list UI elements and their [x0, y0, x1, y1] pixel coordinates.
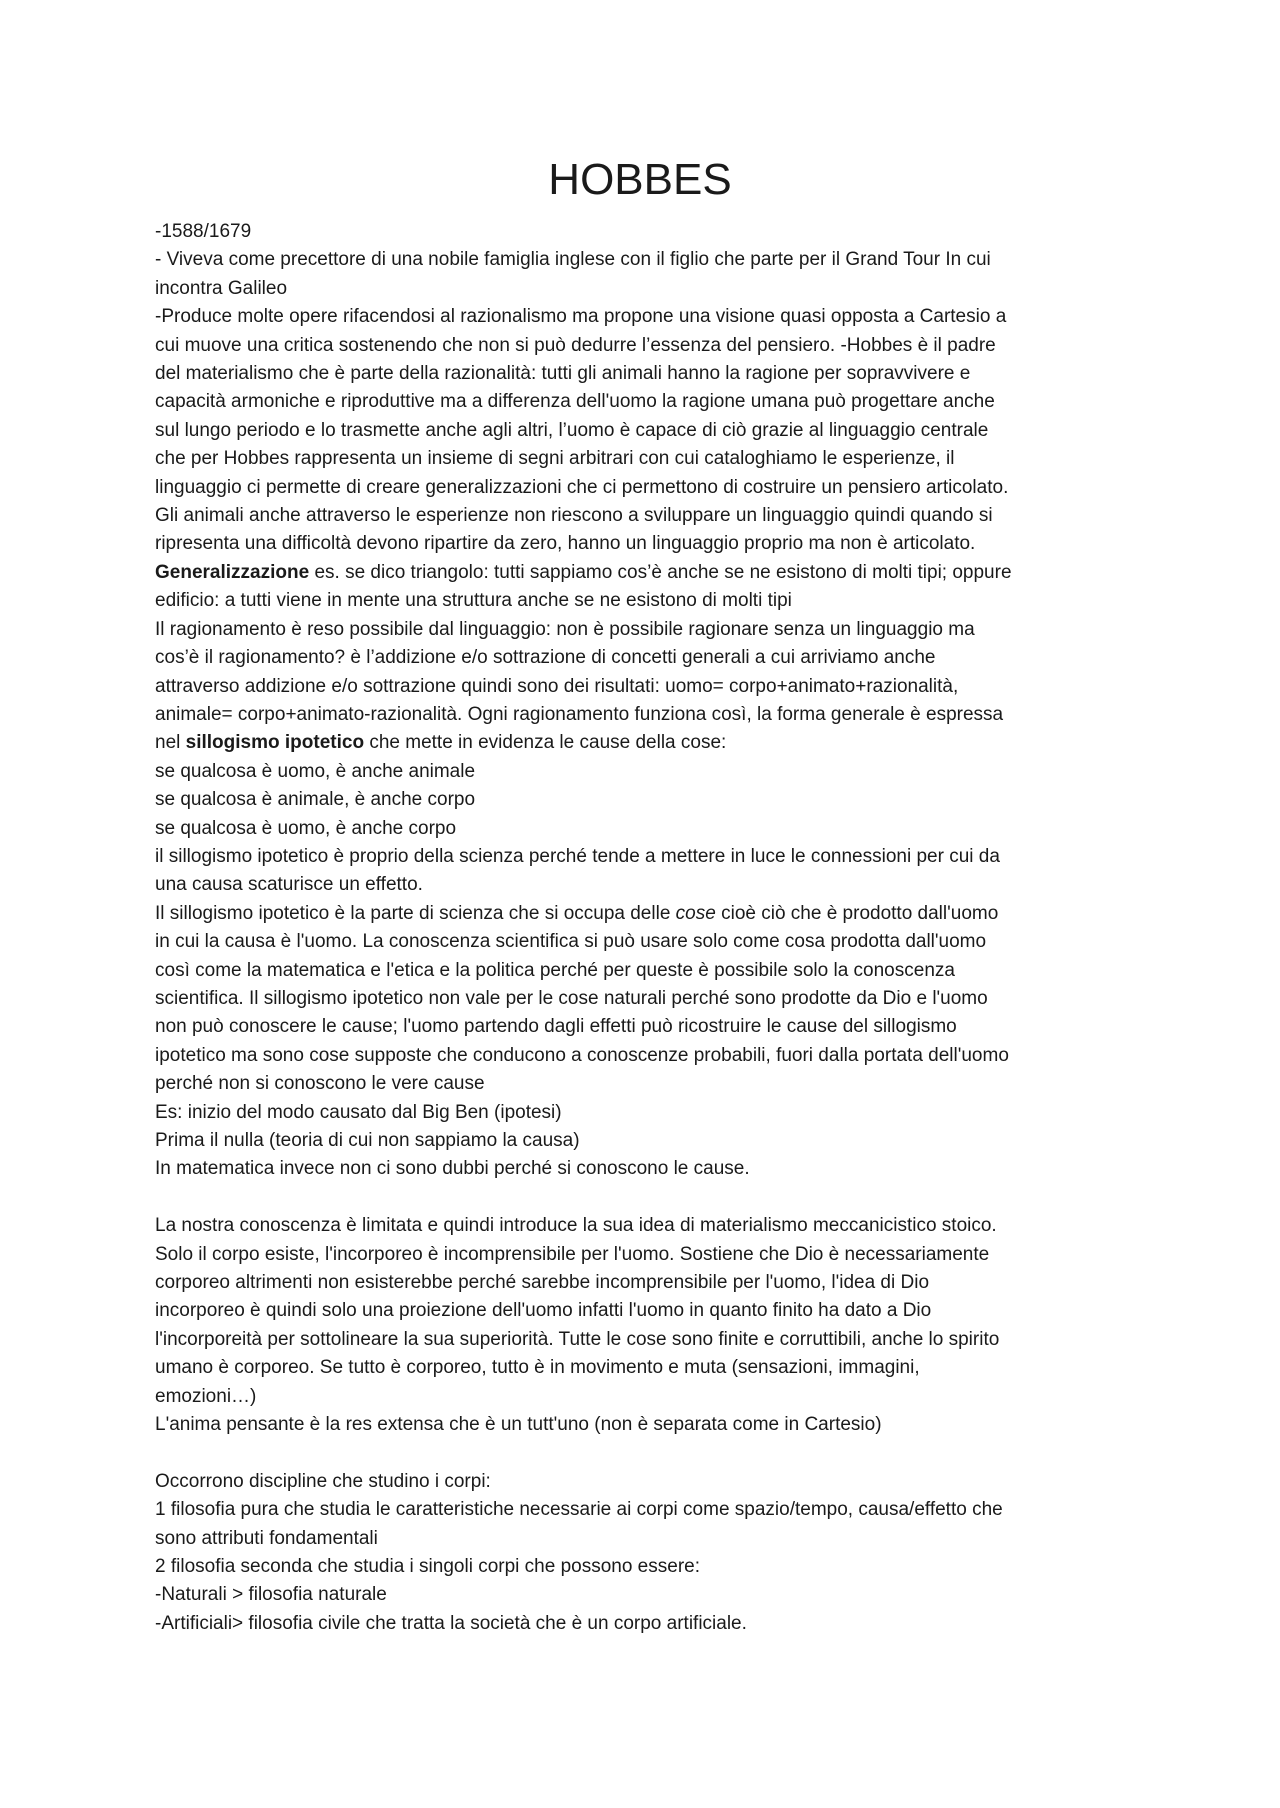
text-line: che per Hobbes rappresenta un insieme di segni arbitrari con cui cataloghiamo le esperienze, il: [155, 448, 955, 470]
text-line: del materialismo che è parte della razionalità: tutti gli animali hanno la ragione per sopravvivere e: [155, 363, 971, 385]
text-line: in cui la causa è l'uomo. La conoscenza scientifica si può usare solo come cosa prodotta dall'uomo: [155, 931, 987, 953]
italic-term-cose: cose: [675, 902, 716, 924]
text-line: [155, 729, 1135, 757]
text-line: emozioni…): [155, 1385, 257, 1407]
text-line: se qualcosa è animale, è anche corpo: [155, 789, 476, 811]
text-line: ripresenta una difficoltà devono ripartire da zero, hanno un linguaggio proprio ma non è articolato.: [155, 533, 976, 555]
text-line: animale= corpo+animato-razionalità. Ogni ragionamento funziona così, la forma generale è espressa: [155, 703, 1004, 725]
text-line: [155, 559, 1135, 587]
text-line: [155, 900, 1135, 928]
text-line: il sillogismo ipotetico è proprio della scienza perché tende a mettere in luce le connessioni per cui da: [155, 845, 1000, 867]
text-line: una causa scaturisce un effetto.: [155, 874, 423, 896]
text-line: Solo il corpo esiste, l'incorporeo è incomprensibile per l'uomo. Sostiene che Dio è necessariamente: [155, 1243, 990, 1265]
text-line: sono attributi fondamentali: [155, 1527, 378, 1549]
text-line: linguaggio ci permette di creare generalizzazioni che ci permettono di costruire un pensiero articolato.: [155, 476, 1009, 498]
text-line: 1 filosofia pura che studia le caratteristiche necessarie ai corpi come spazio/tempo, causa/effetto che: [155, 1499, 1003, 1521]
text-line: edificio: a tutti viene in mente una struttura anche se ne esistono di molti tipi: [155, 590, 792, 612]
bold-term-sillogismo: sillogismo ipotetico: [185, 732, 365, 754]
text-line: così come la matematica e l'etica e la politica perché per queste è possibile solo la conoscenza: [155, 959, 955, 981]
text-line: In matematica invece non ci sono dubbi perché si conoscono le cause.: [155, 1158, 750, 1180]
text-line: Es: inizio del modo causato dal Big Ben (ipotesi): [155, 1101, 562, 1123]
page-title: HOBBES: [548, 155, 732, 204]
text-line: sul lungo periodo e lo trasmette anche agli altri, l’uomo è capace di ciò grazie al linguaggio centrale: [155, 419, 989, 441]
text-line: Prima il nulla (teoria di cui non sappiamo la causa): [155, 1130, 580, 1151]
text-line: corporeo altrimenti non esisterebbe perché sarebbe incomprensibile per l'uomo, l'idea di Dio: [155, 1272, 930, 1294]
text-line: cos’è il ragionamento? è l’addizione e/o sottrazione di concetti generali a cui arriviamo anche: [155, 647, 936, 669]
blank-line: [155, 1439, 1135, 1467]
document-body: [155, 218, 1135, 1638]
text-line: scientifica. Il sillogismo ipotetico non vale per le cose naturali perché sono prodotte da Dio e l'uomo: [155, 987, 988, 1009]
text-line: -Naturali > filosofia naturale: [155, 1584, 387, 1606]
text-segment: Il sillogismo ipotetico è la parte di scienza che si occupa delle: [155, 902, 676, 924]
bold-term-generalizzazione: Generalizzazione: [155, 561, 310, 583]
text-line: -1588/1679: [155, 221, 252, 242]
text-line: capacità armoniche e riproduttive ma a differenza dell'uomo la ragione umana può progettare anche: [155, 391, 995, 413]
text-line: se qualcosa è uomo, è anche corpo: [155, 817, 457, 839]
text-segment: nel: [155, 732, 186, 754]
text-line: Il ragionamento è reso possibile dal linguaggio: non è possibile ragionare senza un linguaggio ma: [155, 618, 975, 640]
text-line: perché non si conoscono le vere cause: [155, 1073, 485, 1095]
text-line: Occorrono discipline che studino i corpi:: [155, 1470, 491, 1492]
text-line: cui muove una critica sostenendo che non si può dedurre l’essenza del pensiero. -Hobbes è il padre: [155, 334, 996, 356]
text-segment: es. se dico triangolo: tutti sappiamo cos’è anche se ne esistono di molti tipi; oppure: [309, 561, 1012, 583]
text-line: 2 filosofia seconda che studia i singoli corpi che possono essere:: [155, 1556, 700, 1578]
text-segment: cioè ciò che è prodotto dall'uomo: [715, 902, 999, 924]
blank-line: [155, 1184, 1135, 1212]
text-line: L'anima pensante è la res extensa che è un tutt'uno (non è separata come in Cartesio): [155, 1414, 882, 1436]
text-line: La nostra conoscenza è limitata e quindi introduce la sua idea di materialismo meccanicistico stoico.: [155, 1215, 997, 1237]
text-line: -Produce molte opere rifacendosi al razionalismo ma propone una visione quasi opposta a Cartesio a: [155, 306, 1007, 328]
text-line: incontra Galileo: [155, 277, 288, 299]
text-line: l'incorporeità per sottolineare la sua superiorità. Tutte le cose sono finite e corruttibili, anche lo spirito: [155, 1328, 1000, 1350]
text-segment: che mette in evidenza le cause della cose:: [364, 732, 727, 754]
text-line: attraverso addizione e/o sottrazione quindi sono dei risultati: uomo= corpo+animato+razionalità,: [155, 675, 959, 697]
text-line: - Viveva come precettore di una nobile famiglia inglese con il figlio che parte per il Grand Tour In cui: [155, 249, 991, 271]
text-line: se qualcosa è uomo, è anche animale: [155, 760, 476, 782]
text-line: incorporeo è quindi solo una proiezione dell'uomo infatti l'uomo in quanto finito ha dato a Dio: [155, 1300, 932, 1322]
text-line: Gli animali anche attraverso le esperienze non riescono a sviluppare un linguaggio quindi quando si: [155, 505, 993, 527]
text-line: -Artificiali> filosofia civile che tratta la società che è un corpo artificiale.: [155, 1612, 747, 1634]
text-line: ipotetico ma sono cose supposte che conducono a conoscenze probabili, fuori dalla portata dell'uomo: [155, 1044, 1009, 1066]
text-line: umano è corporeo. Se tutto è corporeo, tutto è in movimento e muta (sensazioni, immagini,: [155, 1357, 920, 1379]
text-line: non può conoscere le cause; l'uomo partendo dagli effetti può ricostruire le cause del sillogismo: [155, 1016, 957, 1038]
